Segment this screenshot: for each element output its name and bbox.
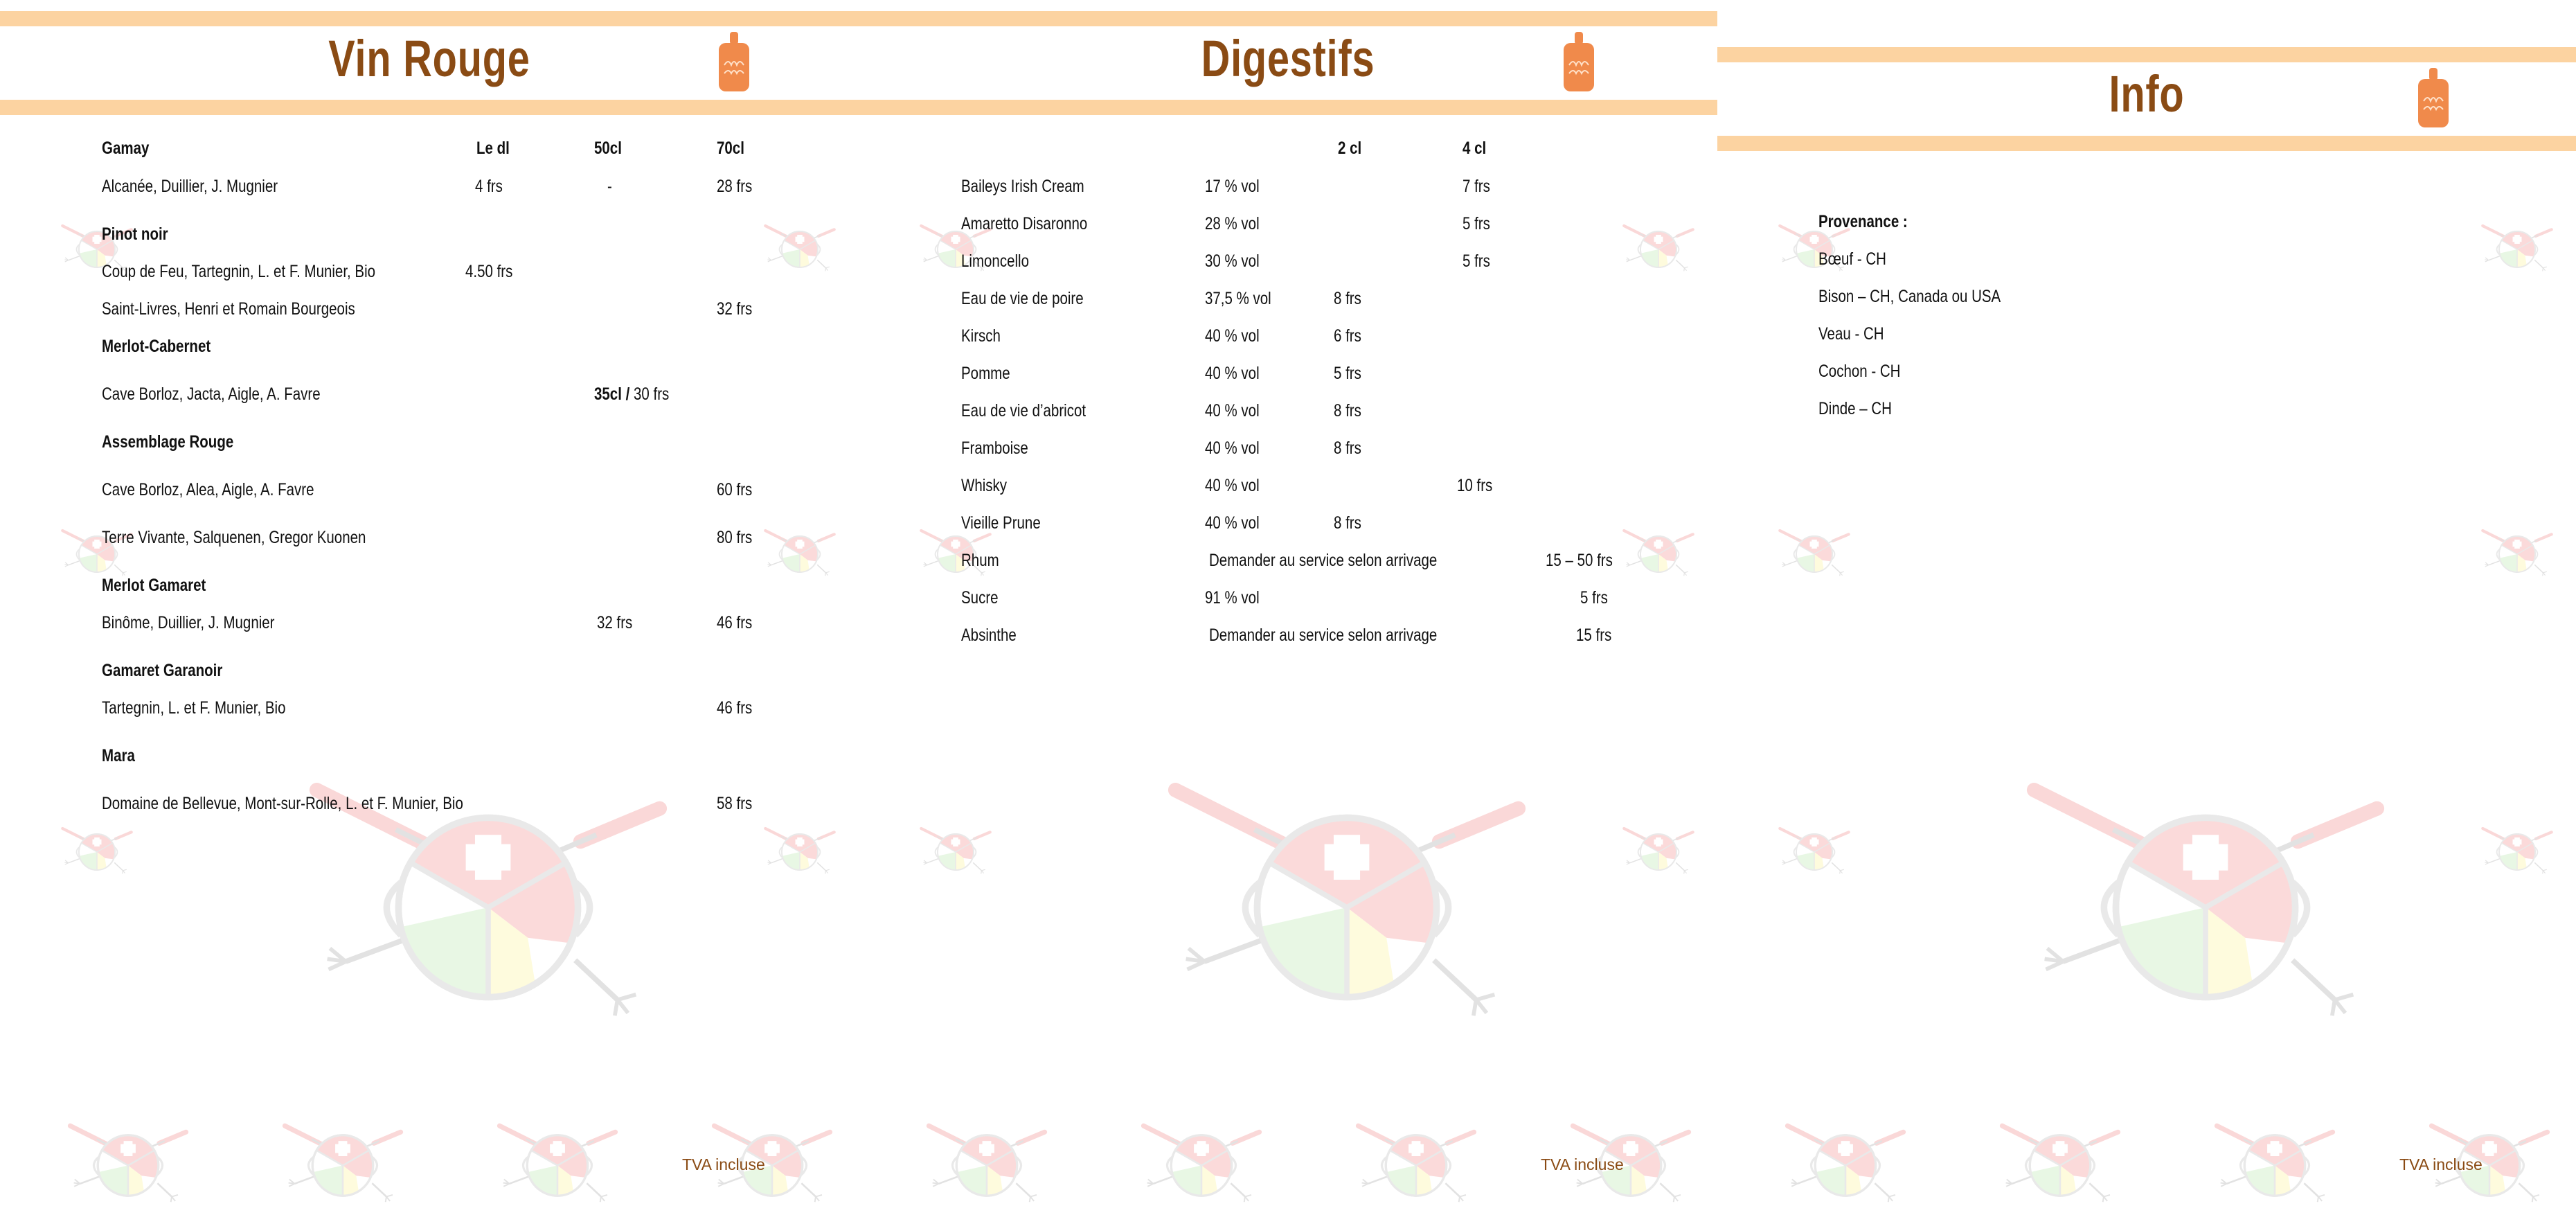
price-70cl: 46 frs (717, 613, 753, 632)
wine-name: Coup de Feu, Tartegnin, L. et F. Munier, Bio (102, 262, 376, 281)
digestif-name: Eau de vie de poire (961, 289, 1084, 308)
header-band-bottom (1717, 136, 2576, 151)
digestif-name: Eau de vie d’abricot (961, 401, 1086, 420)
price-70cl: 32 frs (717, 299, 753, 319)
header-band-top (1717, 47, 2576, 62)
column-header-50cl: 50cl (594, 139, 622, 158)
alcohol-vol: 40 % vol (1205, 326, 1260, 346)
fondue-logo (2472, 513, 2562, 596)
alcohol-vol: 40 % vol (1205, 401, 1260, 420)
fondue-logo (911, 1119, 1063, 1212)
cutting-board-icon (1561, 30, 1597, 93)
fondue-logo (2472, 810, 2562, 894)
wine-name: Tartegnin, L. et F. Munier, Bio (102, 698, 286, 718)
fondue-logo (755, 208, 845, 291)
alcohol-vol: 30 % vol (1205, 251, 1260, 271)
price-4cl: 10 frs (1457, 476, 1493, 495)
wine-name: Saint-Livres, Henri et Romain Bourgeois (102, 299, 355, 319)
fondue-logo (1613, 513, 1703, 596)
column-header-70cl: 70cl (717, 139, 744, 158)
panel-title: Info (2109, 65, 2185, 123)
price-4cl: 5 frs (1463, 214, 1490, 233)
fondue-logo (911, 810, 1001, 894)
price-70cl: 60 frs (717, 480, 753, 499)
digestif-name: Rhum (961, 551, 999, 570)
header-band-top (0, 11, 859, 26)
fondue-logo (1984, 1119, 2136, 1212)
availability-note: Demander au service selon arrivage (1209, 626, 1438, 645)
digestif-name: Absinthe (961, 626, 1017, 645)
digestif-name: Amaretto Disaronno (961, 214, 1088, 233)
digestif-name: Framboise (961, 438, 1028, 458)
availability-note: Demander au service selon arrivage (1209, 551, 1438, 570)
fondue-logo (1340, 1119, 1492, 1212)
fondue-logo (1980, 769, 2431, 1046)
category-gamay: Gamay (102, 139, 150, 158)
wine-name: Terre Vivante, Salquenen, Gregor Kuonen (102, 528, 366, 547)
fondue-logo (2199, 1119, 2351, 1212)
fondue-logo (52, 810, 142, 894)
price-2cl: 6 frs (1334, 326, 1361, 346)
provenance-heading: Provenance : (1818, 212, 1908, 231)
provenance-item: Dinde – CH (1818, 399, 1892, 418)
category-heading: Pinot noir (102, 224, 168, 244)
provenance-item: Bison – CH, Canada ou USA (1818, 287, 2001, 306)
alcohol-vol: 40 % vol (1205, 513, 1260, 533)
price-4cl: 7 frs (1463, 177, 1490, 196)
price-70cl: 58 frs (717, 794, 753, 813)
fondue-logo (52, 1119, 204, 1212)
price: 5 frs (1580, 588, 1608, 608)
price-70cl: 28 frs (717, 177, 753, 196)
price-dl: 4 frs (475, 177, 503, 196)
price-2cl: 8 frs (1334, 401, 1361, 420)
category-heading: Merlot Gamaret (102, 576, 206, 595)
tva-note: TVA incluse (1541, 1155, 1624, 1173)
cutting-board-icon (716, 30, 752, 93)
header-band-bottom (0, 100, 859, 115)
fondue-logo (1122, 769, 1572, 1046)
wine-name: Cave Borloz, Jacta, Aigle, A. Favre (102, 384, 321, 404)
tva-note: TVA incluse (682, 1155, 765, 1173)
panel-title: Vin Rouge (328, 30, 530, 87)
category-heading: Merlot-Cabernet (102, 337, 211, 356)
fondue-logo (755, 513, 845, 596)
digestif-name: Baileys Irish Cream (961, 177, 1084, 196)
price: 15 frs (1576, 626, 1612, 645)
price-50cl: - (607, 177, 612, 196)
alcohol-vol: 40 % vol (1205, 364, 1260, 383)
fondue-logo (1613, 810, 1703, 894)
header-band-bottom (859, 100, 1717, 115)
fondue-logo (755, 810, 845, 894)
provenance-item: Veau - CH (1818, 324, 1884, 344)
price-dl: 4.50 frs (465, 262, 513, 281)
price-70cl: 46 frs (717, 698, 753, 718)
fondue-logo (2472, 208, 2562, 291)
provenance-item: Cochon - CH (1818, 362, 1901, 381)
digestif-name: Vieille Prune (961, 513, 1041, 533)
alcohol-vol: 37,5 % vol (1205, 289, 1271, 308)
vin-rouge-panel (0, 0, 859, 1215)
info-panel (1717, 0, 2576, 1215)
tva-note: TVA incluse (2399, 1155, 2483, 1173)
price-2cl: 5 frs (1334, 364, 1361, 383)
digestif-name: Whisky (961, 476, 1008, 495)
fondue-logo (267, 1119, 419, 1212)
price-2cl: 8 frs (1334, 513, 1361, 533)
wine-name: Cave Borloz, Alea, Aigle, A. Favre (102, 480, 314, 499)
price-70cl: 80 frs (717, 528, 753, 547)
digestif-name: Sucre (961, 588, 999, 608)
wine-name: Alcanée, Duillier, J. Mugnier (102, 177, 278, 196)
price-2cl: 8 frs (1334, 438, 1361, 458)
alcohol-vol: 28 % vol (1205, 214, 1260, 233)
wine-name: Binôme, Duillier, J. Mugnier (102, 613, 275, 632)
column-header-2cl: 2 cl (1338, 139, 1362, 158)
category-heading: Gamaret Garanoir (102, 661, 223, 680)
cutting-board-icon (2415, 66, 2451, 129)
price-50cl: 32 frs (597, 613, 633, 632)
fondue-logo (1769, 810, 1859, 894)
price-35cl: 35cl / 30 frs (594, 384, 670, 404)
fondue-logo (1125, 1119, 1278, 1212)
column-header-dl: Le dl (476, 139, 510, 158)
fondue-logo (1613, 208, 1703, 291)
digestif-name: Pomme (961, 364, 1010, 383)
digestif-name: Kirsch (961, 326, 1001, 346)
price-range: 15 – 50 frs (1546, 551, 1613, 570)
digestifs-panel (859, 0, 1717, 1215)
wine-name: Domaine de Bellevue, Mont-sur-Rolle, L. et F. Munier, Bio (102, 794, 463, 813)
header-band-top (859, 11, 1717, 26)
alcohol-vol: 40 % vol (1205, 438, 1260, 458)
alcohol-vol: 17 % vol (1205, 177, 1260, 196)
price-4cl: 5 frs (1463, 251, 1490, 271)
panel-title: Digestifs (1201, 30, 1375, 87)
alcohol-vol: 91 % vol (1205, 588, 1260, 608)
alcohol-vol: 40 % vol (1205, 476, 1260, 495)
fondue-logo (481, 1119, 634, 1212)
fondue-logo (1769, 1119, 1922, 1212)
price-2cl: 8 frs (1334, 289, 1361, 308)
fondue-logo (1769, 513, 1859, 596)
category-heading: Mara (102, 746, 135, 765)
category-heading: Assemblage Rouge (102, 432, 234, 452)
digestif-name: Limoncello (961, 251, 1030, 271)
provenance-item: Bœuf - CH (1818, 249, 1886, 269)
column-header-4cl: 4 cl (1463, 139, 1487, 158)
